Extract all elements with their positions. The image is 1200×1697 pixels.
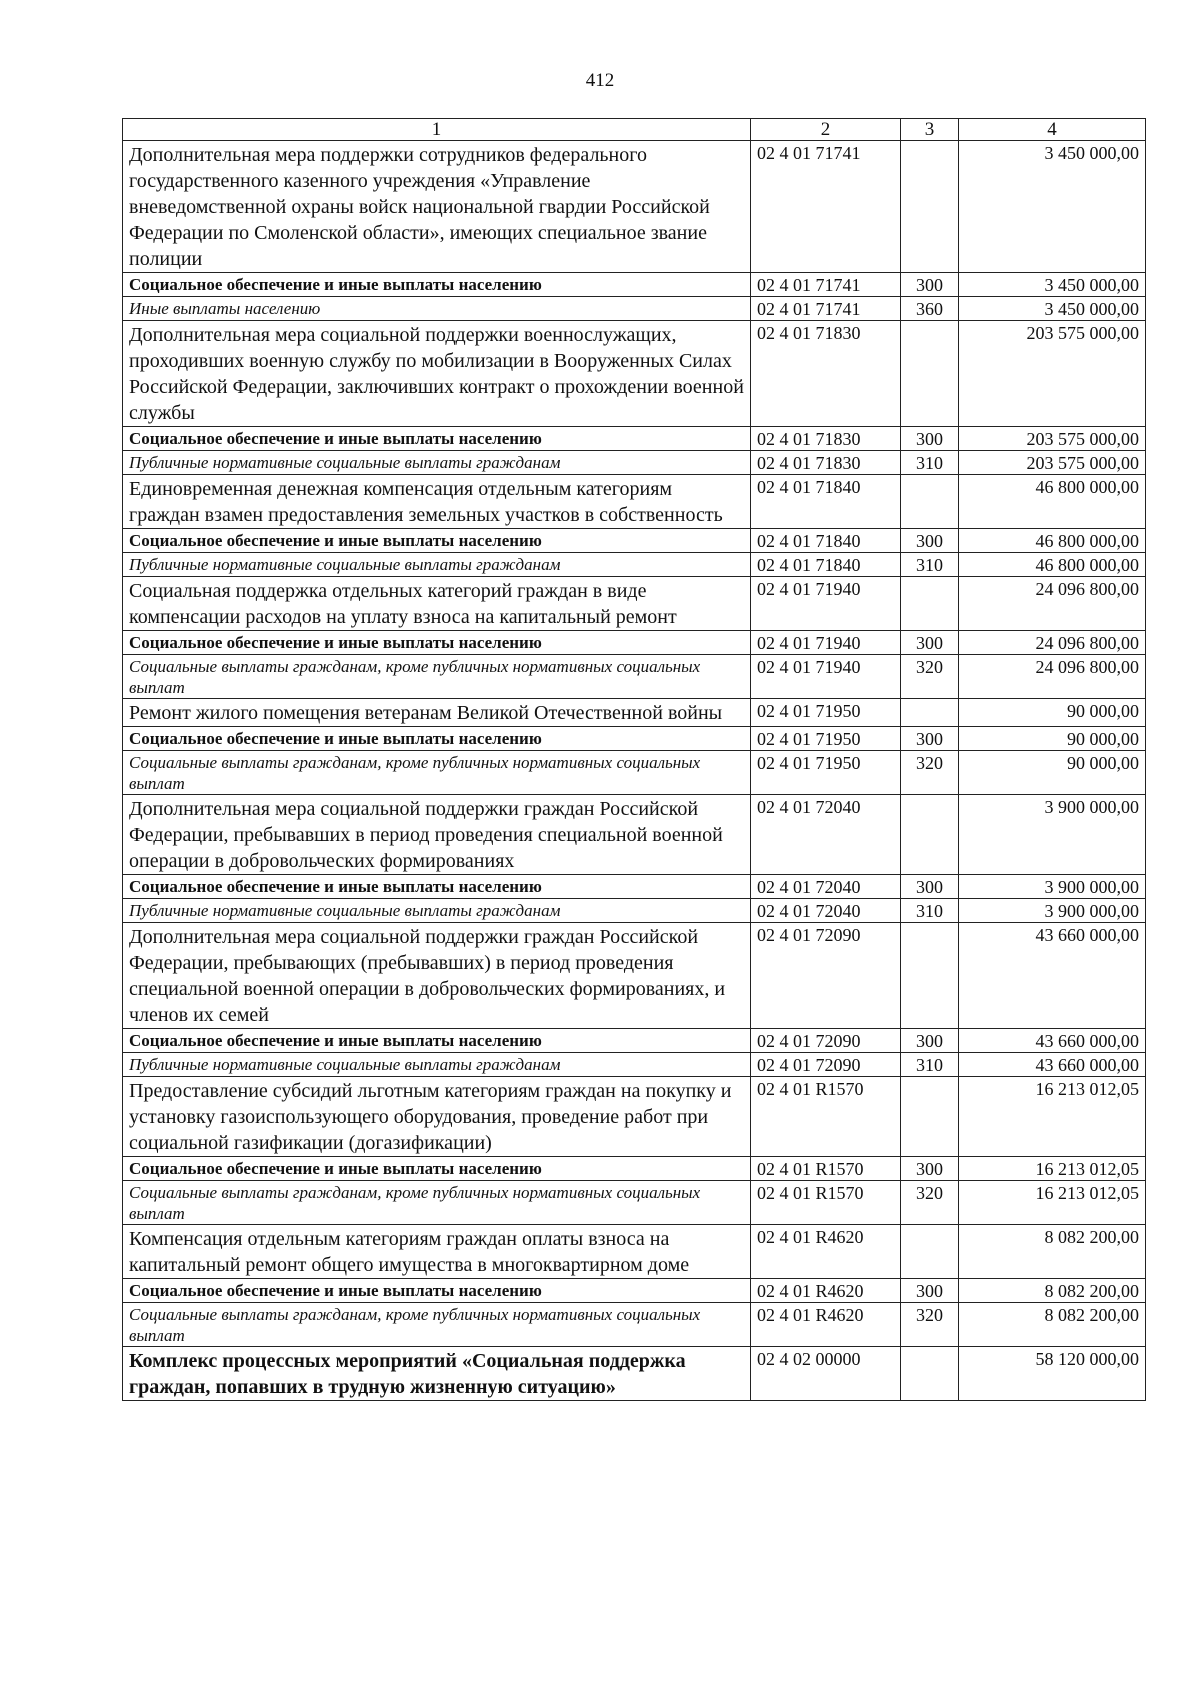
cell-code: 02 4 01 71950 <box>751 751 901 795</box>
table-row <box>123 1303 1146 1347</box>
table-row <box>123 1181 1146 1225</box>
cell-code: 02 4 01 72040 <box>751 795 901 875</box>
cell-kvr: 320 <box>901 751 959 795</box>
cell-name: Социальное обеспечение и иные выплаты населению <box>123 427 751 451</box>
cell-sum: 3 900 000,00 <box>959 795 1146 875</box>
column-header-sum: 4 <box>959 119 1146 141</box>
cell-sum: 43 660 000,00 <box>959 923 1146 1029</box>
cell-code: 02 4 01 71741 <box>751 297 901 321</box>
cell-sum: 24 096 800,00 <box>959 631 1146 655</box>
cell-kvr <box>901 577 959 631</box>
cell-kvr <box>901 1225 959 1279</box>
cell-kvr: 320 <box>901 655 959 699</box>
cell-code: 02 4 01 72040 <box>751 899 901 923</box>
table-row <box>123 273 1146 297</box>
cell-code: 02 4 01 71940 <box>751 577 901 631</box>
table-row <box>123 1053 1146 1077</box>
budget-table <box>122 118 1146 1401</box>
cell-code: 02 4 01 71840 <box>751 475 901 529</box>
cell-kvr <box>901 321 959 427</box>
cell-sum: 46 800 000,00 <box>959 529 1146 553</box>
cell-name: Дополнительная мера поддержки сотрудников федерального государственного казенного учреждения «Управление вневедомственной охраны войск национальной гвардии Российской Федерации по Смоленской области», имеющих специальное звание полиции <box>123 141 751 273</box>
cell-kvr: 310 <box>901 1053 959 1077</box>
cell-sum: 58 120 000,00 <box>959 1347 1146 1401</box>
table-row <box>123 1157 1146 1181</box>
cell-kvr: 300 <box>901 427 959 451</box>
cell-name: Дополнительная мера социальной поддержки военнослужащих, проходивших военную службу по мобилизации в Вооруженных Силах Российской Федерации, заключивших контракт о прохождении военной службы <box>123 321 751 427</box>
cell-kvr: 310 <box>901 451 959 475</box>
cell-code: 02 4 01 71741 <box>751 141 901 273</box>
cell-code: 02 4 01 71741 <box>751 273 901 297</box>
cell-sum: 16 213 012,05 <box>959 1157 1146 1181</box>
cell-name: Комплекс процессных мероприятий «Социальная поддержка граждан, попавших в трудную жизненную ситуацию» <box>123 1347 751 1401</box>
cell-sum: 90 000,00 <box>959 727 1146 751</box>
cell-kvr: 300 <box>901 1157 959 1181</box>
cell-kvr: 300 <box>901 529 959 553</box>
cell-sum: 8 082 200,00 <box>959 1225 1146 1279</box>
cell-code: 02 4 01 R1570 <box>751 1157 901 1181</box>
cell-name: Социальное обеспечение и иные выплаты населению <box>123 631 751 655</box>
cell-sum: 90 000,00 <box>959 751 1146 795</box>
table-row <box>123 427 1146 451</box>
table-row <box>123 751 1146 795</box>
table-row <box>123 1029 1146 1053</box>
cell-sum: 203 575 000,00 <box>959 451 1146 475</box>
cell-sum: 8 082 200,00 <box>959 1303 1146 1347</box>
cell-kvr <box>901 1077 959 1157</box>
cell-name: Предоставление субсидий льготным категориям граждан на покупку и установку газоиспользующего оборудования, проведение работ при социальной газификации (догазификации) <box>123 1077 751 1157</box>
column-header-name: 1 <box>123 119 751 141</box>
cell-kvr: 360 <box>901 297 959 321</box>
cell-sum: 3 450 000,00 <box>959 273 1146 297</box>
cell-kvr: 300 <box>901 1029 959 1053</box>
cell-kvr: 320 <box>901 1303 959 1347</box>
cell-sum: 3 900 000,00 <box>959 899 1146 923</box>
cell-name: Социальное обеспечение и иные выплаты населению <box>123 727 751 751</box>
cell-kvr: 310 <box>901 553 959 577</box>
cell-code: 02 4 01 71830 <box>751 427 901 451</box>
cell-kvr <box>901 1347 959 1401</box>
cell-sum: 203 575 000,00 <box>959 321 1146 427</box>
cell-kvr: 300 <box>901 631 959 655</box>
cell-code: 02 4 01 R1570 <box>751 1077 901 1157</box>
table-row <box>123 899 1146 923</box>
cell-name: Дополнительная мера социальной поддержки граждан Российской Федерации, пребывающих (пребывавших) в период проведения специальной военной операции в добровольческих формированиях, и членов их семей <box>123 923 751 1029</box>
cell-code: 02 4 01 71950 <box>751 727 901 751</box>
cell-sum: 46 800 000,00 <box>959 553 1146 577</box>
cell-name: Единовременная денежная компенсация отдельным категориям граждан взамен предоставления земельных участков в собственность <box>123 475 751 529</box>
cell-sum: 3 900 000,00 <box>959 875 1146 899</box>
column-header-kvr: 3 <box>901 119 959 141</box>
cell-code: 02 4 01 71940 <box>751 655 901 699</box>
cell-sum: 43 660 000,00 <box>959 1053 1146 1077</box>
cell-name: Дополнительная мера социальной поддержки граждан Российской Федерации, пребывавших в период проведения специальной военной операции в добровольческих формированиях <box>123 795 751 875</box>
page-number: 412 <box>585 70 615 91</box>
table-row <box>123 577 1146 631</box>
cell-code: 02 4 01 72090 <box>751 1053 901 1077</box>
cell-sum: 43 660 000,00 <box>959 1029 1146 1053</box>
table-row <box>123 553 1146 577</box>
cell-name: Иные выплаты населению <box>123 297 751 321</box>
cell-code: 02 4 01 R1570 <box>751 1181 901 1225</box>
table-row <box>123 321 1146 427</box>
table-row <box>123 1279 1146 1303</box>
cell-sum: 24 096 800,00 <box>959 577 1146 631</box>
table-row <box>123 475 1146 529</box>
cell-code: 02 4 01 72090 <box>751 1029 901 1053</box>
table-row <box>123 923 1146 1029</box>
cell-sum: 24 096 800,00 <box>959 655 1146 699</box>
cell-kvr <box>901 699 959 727</box>
cell-sum: 16 213 012,05 <box>959 1077 1146 1157</box>
cell-sum: 3 450 000,00 <box>959 297 1146 321</box>
cell-name: Публичные нормативные социальные выплаты гражданам <box>123 1053 751 1077</box>
cell-sum: 3 450 000,00 <box>959 141 1146 273</box>
cell-code: 02 4 01 71830 <box>751 321 901 427</box>
cell-kvr <box>901 795 959 875</box>
cell-code: 02 4 01 R4620 <box>751 1225 901 1279</box>
table-row <box>123 1225 1146 1279</box>
cell-kvr: 300 <box>901 1279 959 1303</box>
cell-kvr: 300 <box>901 875 959 899</box>
cell-code: 02 4 01 72040 <box>751 875 901 899</box>
cell-name: Социальное обеспечение и иные выплаты населению <box>123 1029 751 1053</box>
cell-kvr <box>901 923 959 1029</box>
cell-code: 02 4 01 71830 <box>751 451 901 475</box>
table-row <box>123 631 1146 655</box>
table-row <box>123 699 1146 727</box>
cell-kvr <box>901 141 959 273</box>
cell-code: 02 4 01 71840 <box>751 529 901 553</box>
cell-name: Социальное обеспечение и иные выплаты населению <box>123 1157 751 1181</box>
cell-code: 02 4 02 00000 <box>751 1347 901 1401</box>
cell-sum: 8 082 200,00 <box>959 1279 1146 1303</box>
table-row <box>123 727 1146 751</box>
table-row <box>123 529 1146 553</box>
cell-code: 02 4 01 71840 <box>751 553 901 577</box>
cell-name: Социальное обеспечение и иные выплаты населению <box>123 875 751 899</box>
table-row <box>123 655 1146 699</box>
cell-sum: 16 213 012,05 <box>959 1181 1146 1225</box>
cell-code: 02 4 01 72090 <box>751 923 901 1029</box>
cell-code: 02 4 01 R4620 <box>751 1279 901 1303</box>
cell-name: Публичные нормативные социальные выплаты гражданам <box>123 553 751 577</box>
cell-name: Социальное обеспечение и иные выплаты населению <box>123 1279 751 1303</box>
cell-name: Социальная поддержка отдельных категорий граждан в виде компенсации расходов на уплату взноса на капитальный ремонт <box>123 577 751 631</box>
cell-name: Социальные выплаты гражданам, кроме публичных нормативных социальных выплат <box>123 1181 751 1225</box>
table-row <box>123 875 1146 899</box>
cell-name: Ремонт жилого помещения ветеранам Великой Отечественной войны <box>123 699 751 727</box>
cell-name: Социальное обеспечение и иные выплаты населению <box>123 273 751 297</box>
cell-name: Социальные выплаты гражданам, кроме публичных нормативных социальных выплат <box>123 751 751 795</box>
cell-name: Социальные выплаты гражданам, кроме публичных нормативных социальных выплат <box>123 655 751 699</box>
cell-sum: 90 000,00 <box>959 699 1146 727</box>
table-row <box>123 1347 1146 1401</box>
table-row <box>123 141 1146 273</box>
table-row <box>123 297 1146 321</box>
table-row <box>123 1077 1146 1157</box>
cell-kvr: 300 <box>901 273 959 297</box>
table-row <box>123 451 1146 475</box>
cell-kvr: 320 <box>901 1181 959 1225</box>
column-header-code: 2 <box>751 119 901 141</box>
cell-name: Компенсация отдельным категориям граждан оплаты взноса на капитальный ремонт общего имущества в многоквартирном доме <box>123 1225 751 1279</box>
cell-kvr: 300 <box>901 727 959 751</box>
table-row <box>123 795 1146 875</box>
cell-name: Социальное обеспечение и иные выплаты населению <box>123 529 751 553</box>
cell-sum: 46 800 000,00 <box>959 475 1146 529</box>
cell-name: Публичные нормативные социальные выплаты гражданам <box>123 451 751 475</box>
cell-code: 02 4 01 71950 <box>751 699 901 727</box>
cell-name: Публичные нормативные социальные выплаты гражданам <box>123 899 751 923</box>
table-header-row <box>123 119 1146 141</box>
cell-kvr <box>901 475 959 529</box>
table-body <box>123 141 1146 1401</box>
cell-kvr: 310 <box>901 899 959 923</box>
cell-sum: 203 575 000,00 <box>959 427 1146 451</box>
cell-code: 02 4 01 R4620 <box>751 1303 901 1347</box>
cell-code: 02 4 01 71940 <box>751 631 901 655</box>
cell-name: Социальные выплаты гражданам, кроме публичных нормативных социальных выплат <box>123 1303 751 1347</box>
